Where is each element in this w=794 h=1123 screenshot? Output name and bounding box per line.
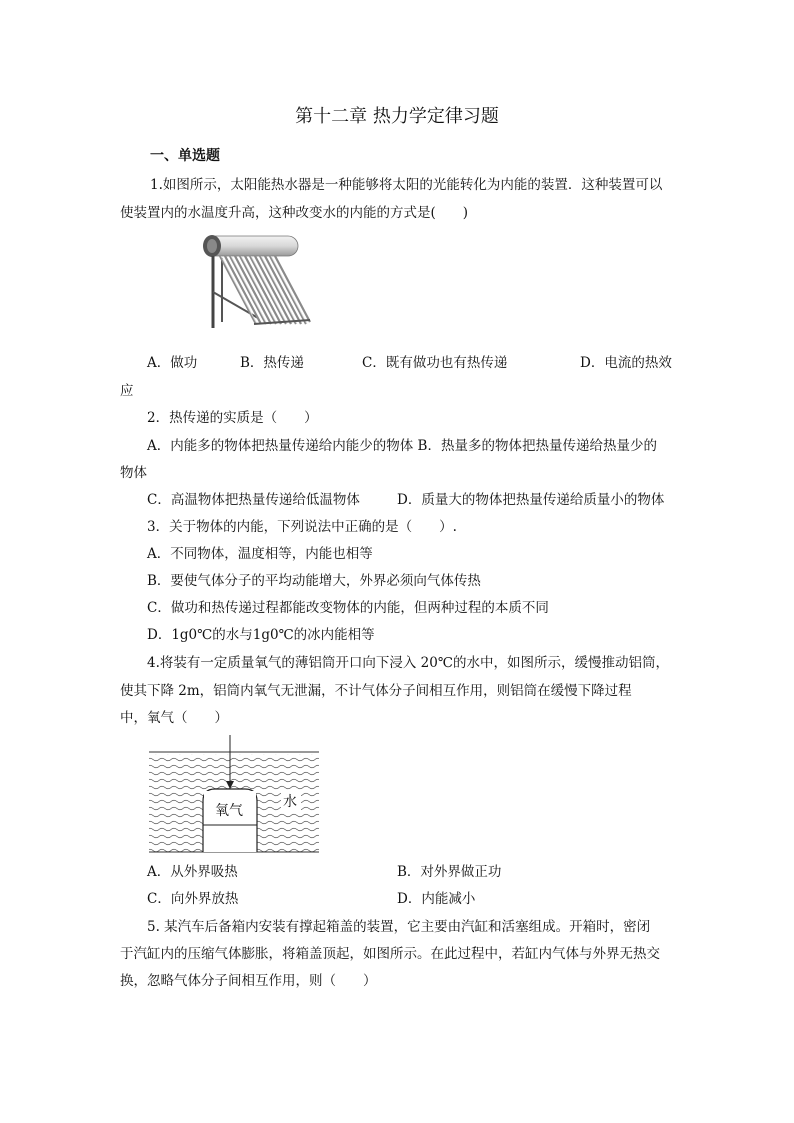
- q4-option-b[interactable]: B．对外界做正功: [397, 864, 502, 880]
- q4-stem-line2: 使其下降 2m，铝筒内氧气无泄漏，不计气体分子间相互作用，则铝筒在缓慢下降过程: [120, 683, 632, 699]
- q1-option-d[interactable]: D．电流的热效: [580, 355, 672, 371]
- q2-option-c[interactable]: C．高温物体把热量传递给低温物体: [147, 492, 360, 508]
- figure-label-water: 水: [283, 794, 297, 810]
- figure-label-oxygen: 氧气: [215, 803, 243, 819]
- page-title: 第十二章 热力学定律习题: [295, 106, 499, 127]
- q2-stem: 2．热传递的实质是（ ）: [147, 410, 318, 426]
- q4-option-c[interactable]: C．向外界放热: [147, 891, 239, 907]
- q5-stem-line3: 换，忽略气体分子间相互作用，则（ ）: [120, 973, 377, 989]
- q3-option-c[interactable]: C．做功和热传递过程都能改变物体的内能，但两种过程的本质不同: [147, 600, 549, 616]
- q4-stem-line3: 中，氧气（ ）: [120, 710, 228, 726]
- q5-stem-line2: 于汽缸内的压缩气体膨胀，将箱盖顶起，如图所示。在此过程中，若缸内气体与外界无热交: [120, 946, 660, 962]
- q2-option-ab-line1[interactable]: A．内能多的物体把热量传递给内能少的物体 B．热量多的物体把热量传递给热量少的: [147, 438, 657, 454]
- q1-stem-line1: 1.如图所示，太阳能热水器是一种能够将太阳的光能转化为内能的装置．这种装置可以: [150, 177, 663, 193]
- q4-option-a[interactable]: A．从外界吸热: [147, 864, 238, 880]
- solar-water-heater-figure: [198, 232, 318, 332]
- q1-option-b[interactable]: B．热传递: [240, 355, 304, 371]
- q4-option-d[interactable]: D．内能减小: [397, 891, 476, 907]
- q3-option-b[interactable]: B．要使气体分子的平均动能增大，外界必须向气体传热: [147, 573, 481, 589]
- q2-option-d[interactable]: D．质量大的物体把热量传递给质量小的物体: [397, 492, 665, 508]
- q2-option-ab-line2: 物体: [120, 465, 147, 481]
- q1-option-a[interactable]: A．做功: [147, 355, 198, 371]
- aluminum-cylinder-in-water-figure: [147, 735, 322, 855]
- q1-stem-line2: 使装置内的水温度升高，这种改变水的内能的方式是( ): [120, 205, 469, 221]
- q1-option-c[interactable]: C．既有做功也有热传递: [362, 355, 508, 371]
- section-heading: 一、单选题: [150, 148, 220, 164]
- q5-stem-line1: 5. 某汽车后备箱内安装有撑起箱盖的装置，它主要由汽缸和活塞组成。开箱时，密闭: [147, 919, 651, 935]
- q4-stem-line1: 4.将装有一定质量氧气的薄铝筒开口向下浸入 20℃的水中，如图所示，缓慢推动铝筒，: [147, 655, 669, 671]
- q3-stem: 3．关于物体的内能，下列说法中正确的是（ ）.: [147, 519, 457, 535]
- q1-option-d-wrap: 应: [120, 383, 134, 399]
- q3-option-a[interactable]: A．不同物体，温度相等，内能也相等: [147, 546, 373, 562]
- q3-option-d[interactable]: D．1g0℃的水与1g0℃的冰内能相等: [147, 627, 375, 643]
